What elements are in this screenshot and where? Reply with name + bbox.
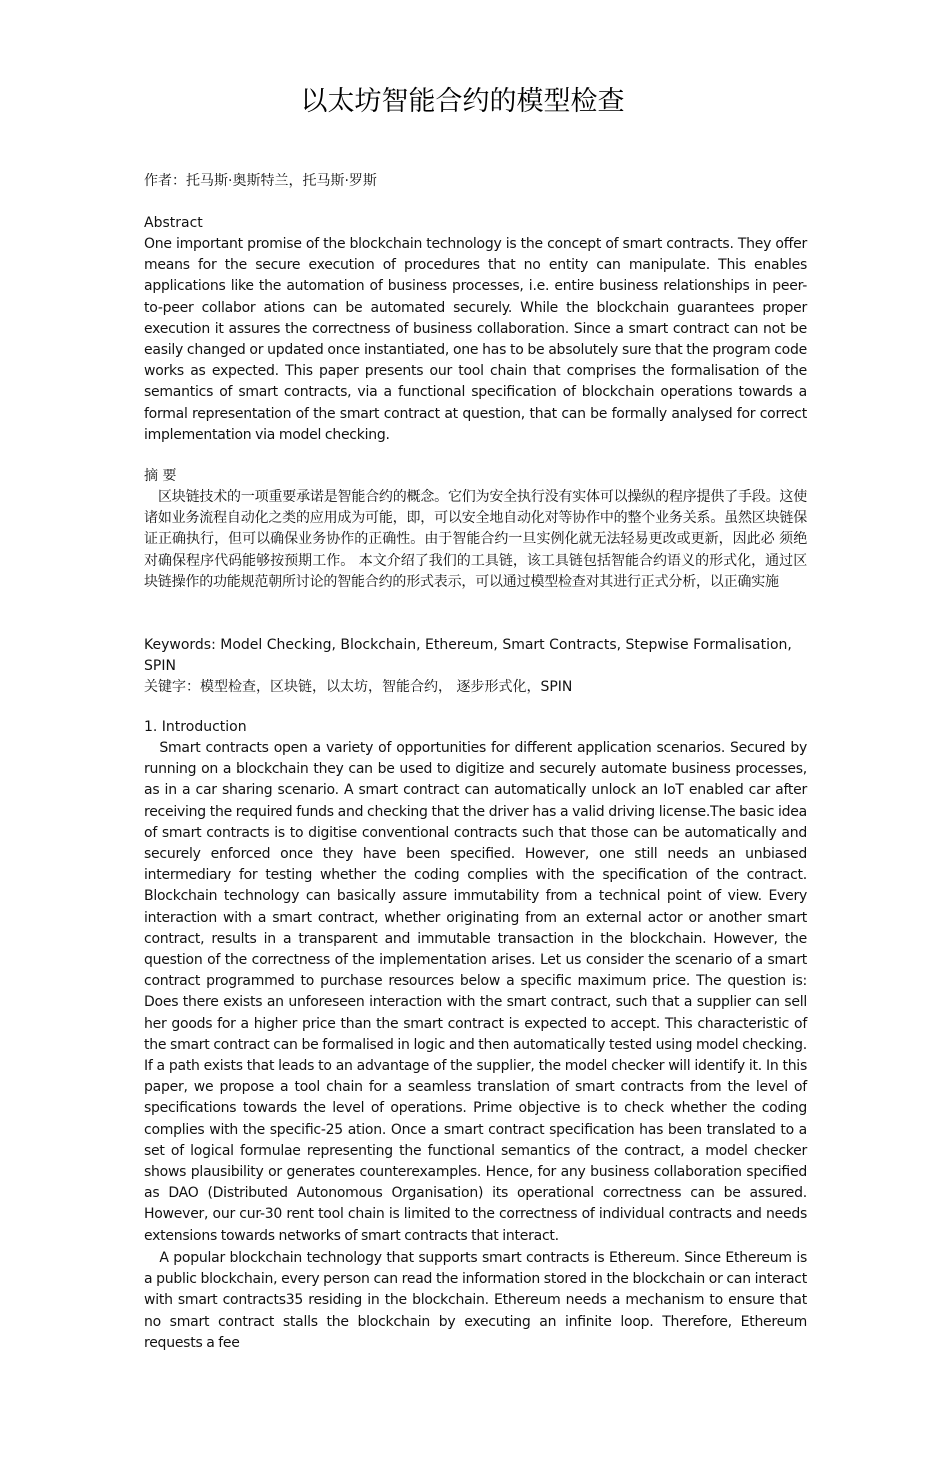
abstract-cn-text: 区块链技术的一项重要承诺是智能合约的概念。它们为安全执行没有实体可以操纵的程序提供了手段。这使诸如业务流程自动化之类的应用成为可能，即，可以安全地自动化对等协作中的整个业务关系。虽然区块链保证正确执行，但可以确保业务协作的正确性。由于智能合约一旦实例化就无法轻易更改或更新，因此必 须绝对确保程序代码能够按预期工作。 本文介绍了我们的工具链，该工具链包括智能合约语义的形式化，通过区块链操作的功能规范朝所讨论的智能合约的形式表示，可以通过模型检查对其进行正式分析，以正确实施 [144,489,807,590]
introduction-paragraph-1: Smart contracts open a variety of opportunities for diﬀerent application scenarios. Secured by running on a blockchain they can be used to digitize and securely automate business processes, as in a car sharing scenario. A smart contract can automatically unlock an IoT enabled car after receiving the required funds and checking that the driver has a valid driving license.The basic idea of smart contracts is to digitise conventional contracts such that those can be automatically and securely enforced once they have been speciﬁed. However, one still needs an unbiased intermediary for testing whether the coding complies with the speciﬁcation of the contract. Blockchain technology can basically assure immutability from a technical point of view. Every interaction with a smart contract, whether originating from an external actor or another smart contract, results in a transparent and immutable transaction in the blockchain. However, the question of the correctness of the implementation arises. Let us consider the scenario of a smart contract programmed to purchase resources below a speciﬁc maximum price. The question is: Does there exists an unforeseen interaction with the smart contract, such that a supplier can sell her goods for a higher price than the smart contract is expected to accept. This characteristic of the smart contract can be formalised in logic and then automatically tested using model checking. If a path exists that leads to an advantage of the supplier, the model checker will identify it. In this paper, we propose a tool chain for a seamless translation of smart contracts from the level of speciﬁcations towards the level of operations. Prime objective is to check whether the coding complies with the speciﬁc-25 ation. Once a smart contract speciﬁcation has been translated to a set of logical formulae representing the functional semantics of the contract, a model checker shows plausibility or generates counterexamples. Hence, for any business collaboration speciﬁed as DAO (Distributed Autonomous Organisation) its operational correctness can be assured. However, our cur-30 rent tool chain is limited to the correctness of individual contracts and needs extensions towards networks of smart contracts that interact. [144,740,807,1244]
abstract-cn-heading: 摘 要 [144,468,177,484]
abstract-text: One important promise of the blockchain technology is the concept of smart contracts. They oﬀer means for the secure execution of procedures that no entity can manipulate. This enables applications like the automation of business processes, i.e. entire business relationships in peer-to-peer collabor ations can be automated securely. While the blockchain guarantees proper execution it assures the correctness of business collaboration. Since a smart contract can not be easily changed or updated once instantiated, one has to be absolutely sure that the program code works as expected. This paper presents our tool chain that comprises the formalisation of the semantics of smart contracts, via a functional speciﬁcation of blockchain operations towards a formal representation of the smart contract at question, that can be formally analysed for correct implementation via model checking. [144,236,807,443]
paper-title: 以太坊智能合约的模型检查 [300,86,625,117]
keywords-cn: 关键字：模型检查，区块链，以太坊，智能合约， 逐步形式化，SPIN [144,679,573,695]
authors-line: 作者：托马斯·奥斯特兰，托马斯·罗斯 [144,173,377,189]
keywords-en: Keywords: Model Checking, Blockchain, Ethereum, Smart Contracts, Stepwise Formalisation, SPIN [144,637,792,675]
introduction-paragraph-2: A popular blockchain technology that supports smart contracts is Ethereum. Since Ethereum is a public blockchain, every person can read the information stored in the blockchain or can interact with smart contracts35 residing in the blockchain. Ethereum needs a mechanism to ensure that no smart contract stalls the blockchain by executing an inﬁnite loop. Therefore, Ethereum requests a fee [144,1250,807,1351]
abstract-heading: Abstract [144,215,203,231]
introduction-heading: 1. Introduction [144,719,247,735]
